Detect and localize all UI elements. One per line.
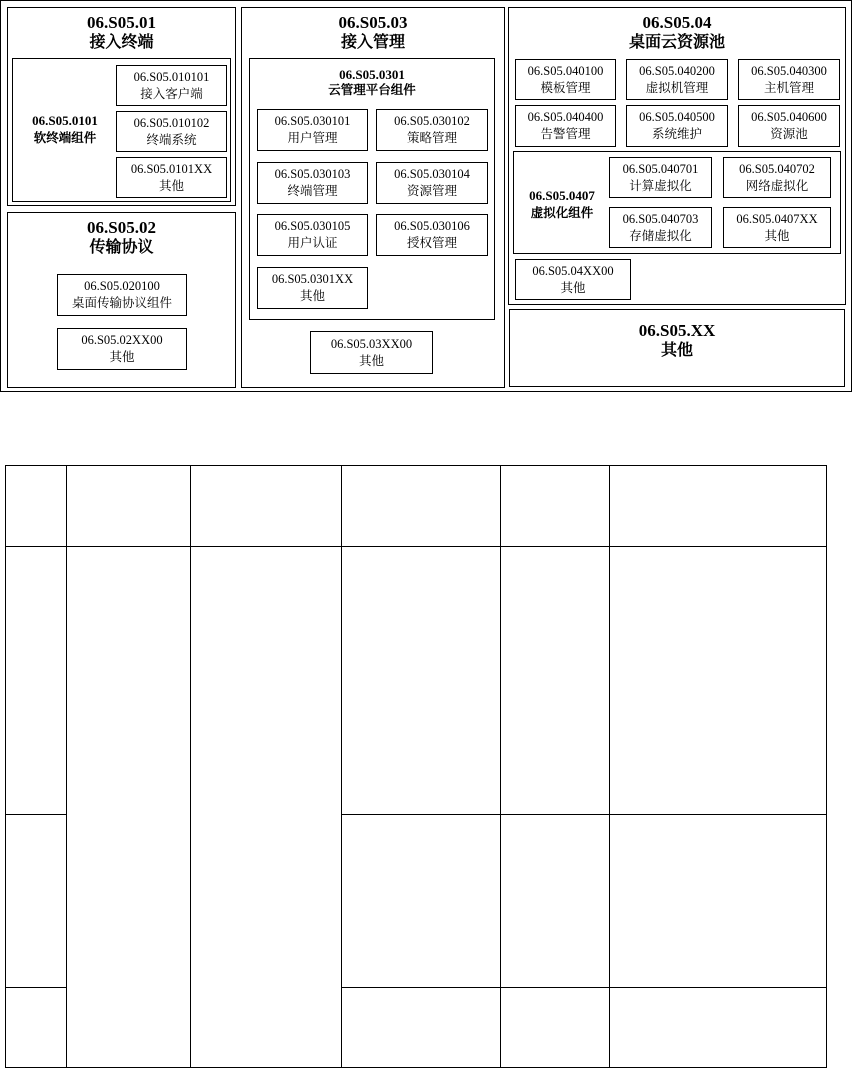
component-code: 06.S05.040300 — [751, 63, 827, 78]
component-code: 06.S05.03XX00 — [330, 336, 413, 351]
diagram-frame — [0, 0, 852, 392]
component-box — [723, 207, 831, 248]
section-other — [509, 309, 845, 387]
component-name: 其他 — [764, 227, 790, 243]
table-rule — [6, 987, 66, 988]
component-code: 06.S05.04XX00 — [532, 263, 614, 278]
component-box — [116, 157, 227, 198]
component-code: 06.S05.030105 — [274, 219, 351, 234]
section-code: 06.S05.01 — [87, 13, 156, 32]
table-rule — [342, 814, 826, 815]
section-name: 传输协议 — [89, 236, 154, 256]
component-code: 06.S05.030104 — [394, 167, 470, 182]
component-name: 计算虚拟化 — [629, 177, 692, 193]
section-access-management — [241, 7, 505, 388]
group-label — [516, 188, 608, 221]
table-rule — [66, 466, 67, 1067]
group-cloud-management-platform — [249, 58, 495, 320]
component-box — [57, 328, 187, 370]
group-soft-terminal — [12, 58, 231, 202]
component-name: 其他 — [109, 349, 135, 364]
component-box — [57, 274, 187, 316]
component-code: 06.S05.040400 — [527, 110, 604, 125]
table-rule — [342, 987, 826, 988]
group-virtualization — [513, 151, 841, 254]
table-rule — [609, 466, 610, 1067]
component-code: 06.S05.010101 — [133, 69, 210, 84]
component-box — [723, 157, 831, 198]
component-code: 06.S05.040701 — [622, 161, 699, 176]
component-name: 终端管理 — [287, 183, 338, 198]
section-desktop-cloud-resource-pool — [508, 7, 846, 305]
component-name: 其他 — [158, 177, 184, 193]
table-rule — [190, 466, 191, 1067]
component-code: 06.S05.040600 — [751, 110, 827, 125]
component-box — [310, 331, 433, 374]
component-code: 06.S05.030102 — [394, 114, 470, 129]
component-name: 其他 — [560, 279, 586, 295]
table-rule — [341, 466, 342, 1067]
section-code: 06.S05.04 — [642, 13, 712, 32]
component-code: 06.S05.040703 — [622, 211, 699, 226]
section-title — [510, 321, 844, 359]
group-label — [15, 113, 115, 146]
component-code: 06.S05.0101XX — [130, 161, 213, 176]
component-box — [376, 162, 488, 204]
component-name: 接入客户端 — [140, 85, 203, 101]
section-access-terminal — [7, 7, 236, 206]
section-name: 桌面云资源池 — [628, 31, 725, 51]
component-box — [257, 267, 368, 309]
component-box — [257, 162, 368, 204]
table-rule — [500, 466, 501, 1067]
component-code: 06.S05.040100 — [527, 63, 604, 78]
component-name: 资源管理 — [406, 183, 457, 198]
component-code: 06.S05.010102 — [133, 115, 210, 130]
component-box — [626, 105, 728, 147]
section-title — [242, 13, 504, 51]
component-code: 06.S05.0301XX — [271, 272, 354, 287]
component-code: 06.S05.040702 — [739, 161, 815, 176]
component-box — [515, 59, 616, 100]
group-name: 云管理平台组件 — [328, 81, 416, 97]
component-box — [257, 214, 368, 256]
component-code: 06.S05.030106 — [394, 219, 470, 234]
component-name: 网络虚拟化 — [745, 177, 809, 193]
section-code: 06.S05.02 — [87, 218, 156, 237]
component-name: 策略管理 — [406, 130, 457, 145]
section-title — [509, 13, 845, 51]
component-name: 主机管理 — [763, 79, 814, 95]
group-label — [250, 68, 494, 97]
section-name: 接入管理 — [340, 31, 405, 51]
component-name: 虚拟机管理 — [645, 79, 709, 95]
component-name: 系统维护 — [651, 126, 702, 141]
component-box — [116, 65, 227, 106]
component-box — [738, 59, 840, 100]
component-name: 用户认证 — [287, 235, 338, 250]
component-box — [257, 109, 368, 151]
component-name: 用户管理 — [287, 130, 338, 145]
section-title — [8, 218, 235, 256]
component-name: 授权管理 — [406, 235, 457, 250]
component-code: 06.S05.020100 — [84, 279, 160, 294]
component-code: 06.S05.030103 — [274, 167, 351, 182]
component-name: 资源池 — [770, 126, 808, 141]
component-box — [626, 59, 728, 100]
group-name: 软终端组件 — [33, 129, 97, 145]
component-name: 其他 — [299, 288, 325, 303]
group-code: 06.S05.0101 — [32, 113, 98, 128]
section-name: 接入终端 — [89, 31, 154, 51]
component-name: 终端系统 — [146, 131, 197, 147]
group-name: 虚拟化组件 — [530, 204, 594, 220]
component-code: 06.S05.02XX00 — [81, 333, 163, 348]
component-box — [515, 105, 616, 147]
group-code: 06.S05.0301 — [339, 67, 405, 82]
section-title — [8, 13, 235, 51]
component-box — [609, 157, 712, 198]
component-name: 告警管理 — [540, 126, 591, 141]
component-box — [609, 207, 712, 248]
component-name: 模板管理 — [540, 79, 591, 95]
section-code: 06.S05.03 — [338, 13, 408, 32]
component-box — [515, 259, 631, 300]
group-code: 06.S05.0407 — [529, 188, 595, 203]
section-code: 06.S05.XX — [638, 321, 716, 340]
component-name: 其他 — [358, 352, 384, 368]
component-box — [376, 109, 488, 151]
component-box — [376, 214, 488, 256]
component-code: 06.S05.040200 — [639, 63, 715, 78]
component-name: 桌面传输协议组件 — [71, 295, 172, 310]
empty-table — [5, 465, 827, 1068]
table-rule — [6, 546, 826, 547]
component-code: 06.S05.0407XX — [736, 211, 818, 226]
component-code: 06.S05.030101 — [274, 114, 351, 129]
component-box — [738, 105, 840, 147]
section-name: 其他 — [660, 339, 693, 359]
component-code: 06.S05.040500 — [639, 110, 715, 125]
table-rule — [6, 814, 66, 815]
component-box — [116, 111, 227, 152]
section-transport-protocol — [7, 212, 236, 388]
component-name: 存储虚拟化 — [629, 227, 692, 243]
